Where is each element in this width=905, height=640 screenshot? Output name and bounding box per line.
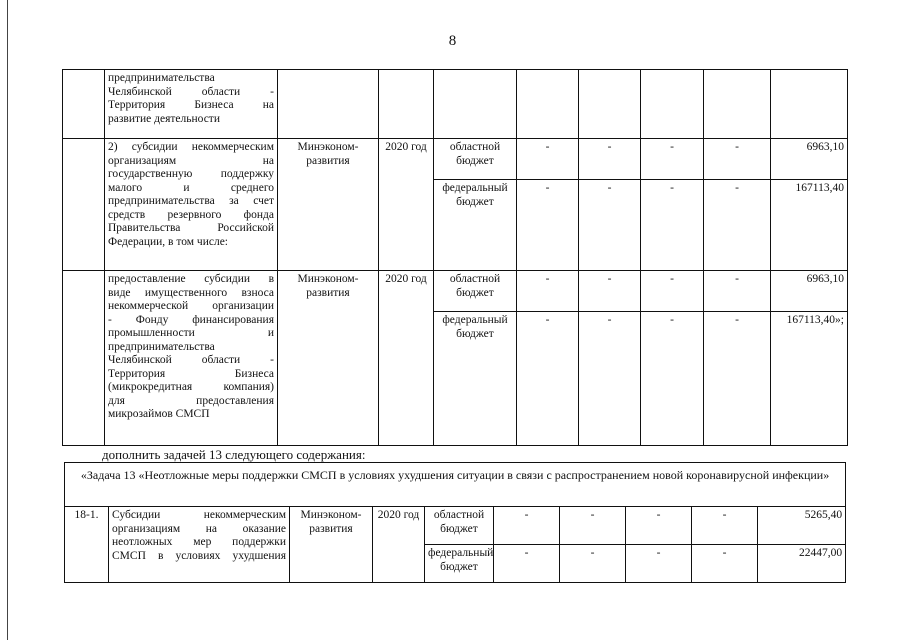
funding-source: федеральный бюджет — [434, 180, 517, 271]
funding-source: федеральный бюджет — [434, 312, 517, 446]
executor-cell: Минэконом-развития — [278, 271, 379, 446]
table-row: федеральный бюджет - - - - 167113,40»; — [63, 312, 848, 446]
funding-source: областной бюджет — [434, 271, 517, 312]
table-row — [63, 70, 848, 139]
amount-cell: 167113,40 — [771, 180, 848, 271]
funding-source: областной бюджет — [425, 507, 494, 545]
table-row: федеральный бюджет - - - - 167113,40 — [63, 180, 848, 271]
amount-cell: 22447,00 — [758, 545, 846, 583]
measure-description: предпринимательства Челябинской области - Территория Бизнеса на развитие деятельности — [105, 70, 278, 139]
table-row — [65, 463, 846, 507]
funding-source: федеральный бюджет — [425, 545, 494, 583]
amount-cell: 6963,10 — [771, 271, 848, 312]
executor-cell: Минэконом-развития — [278, 139, 379, 271]
measure-description: предоставление субсидии в виде имущественного взноса некоммерческой организации - Фонду финансирования промышленности и предпринимательства Челябинской области - Территория Бизнеса (микрокредитная компания) для предоставления микрозаймов СМСП — [105, 271, 278, 446]
row-number: 18-1. — [65, 507, 109, 583]
year-cell: 2020 год — [379, 271, 434, 446]
intro-text: дополнить задачей 13 следующего содержания: — [102, 447, 366, 462]
task13-table — [64, 462, 846, 583]
page-number: 8 — [448, 33, 457, 49]
table-row: предоставление субсидии в виде имущественного взноса некоммерческой организации - Фонду финансирования промышленности и предпринимательства Челябинской области - Территория Бизнеса (микрокредитная компания) для предоставления микрозаймов СМСП Минэконом-развития 2020 год областной бюджет - - - - 6963,10 — [63, 271, 848, 312]
measure-description: Субсидии некоммерческим организациям на оказание неотложных мер поддержки СМСП в условиях ухудшения — [109, 507, 290, 583]
table-row: федеральный бюджет - - - - 22447,00 — [65, 545, 846, 583]
amount-cell: 5265,40 — [758, 507, 846, 545]
year-cell: 2020 год — [373, 507, 425, 583]
table-row: 2) субсидии некоммерческим организациям на государственную поддержку малого и среднего предпринимательства за счет средств резервного фонда Правительства Российской Федерации, в том числе: Минэконом-развития 2020 год областной бюджет - - - - 6963,10 — [63, 139, 848, 180]
table-row: 18-1. Субсидии некоммерческим организациям на оказание неотложных мер поддержки СМСП в условиях ухудшения Минэконом-развития 2020 год областной бюджет - - - - 5265,40 — [65, 507, 846, 545]
measure-description: 2) субсидии некоммерческим организациям на государственную поддержку малого и среднего предпринимательства за счет средств резервного фонда Правительства Российской Федерации, в том числе: — [105, 139, 278, 271]
funding-source: областной бюджет — [434, 139, 517, 180]
task-header: «Задача 13 «Неотложные меры поддержки СМСП в условиях ухудшения ситуации в связи с распространением новой коронавирусной инфекции» — [65, 463, 846, 507]
amount-cell: 6963,10 — [771, 139, 848, 180]
executor-cell: Минэконом-развития — [290, 507, 373, 583]
page-edge-line — [7, 0, 8, 640]
program-table-continued — [62, 69, 848, 446]
amount-cell: 167113,40»; — [771, 312, 848, 446]
year-cell: 2020 год — [379, 139, 434, 271]
